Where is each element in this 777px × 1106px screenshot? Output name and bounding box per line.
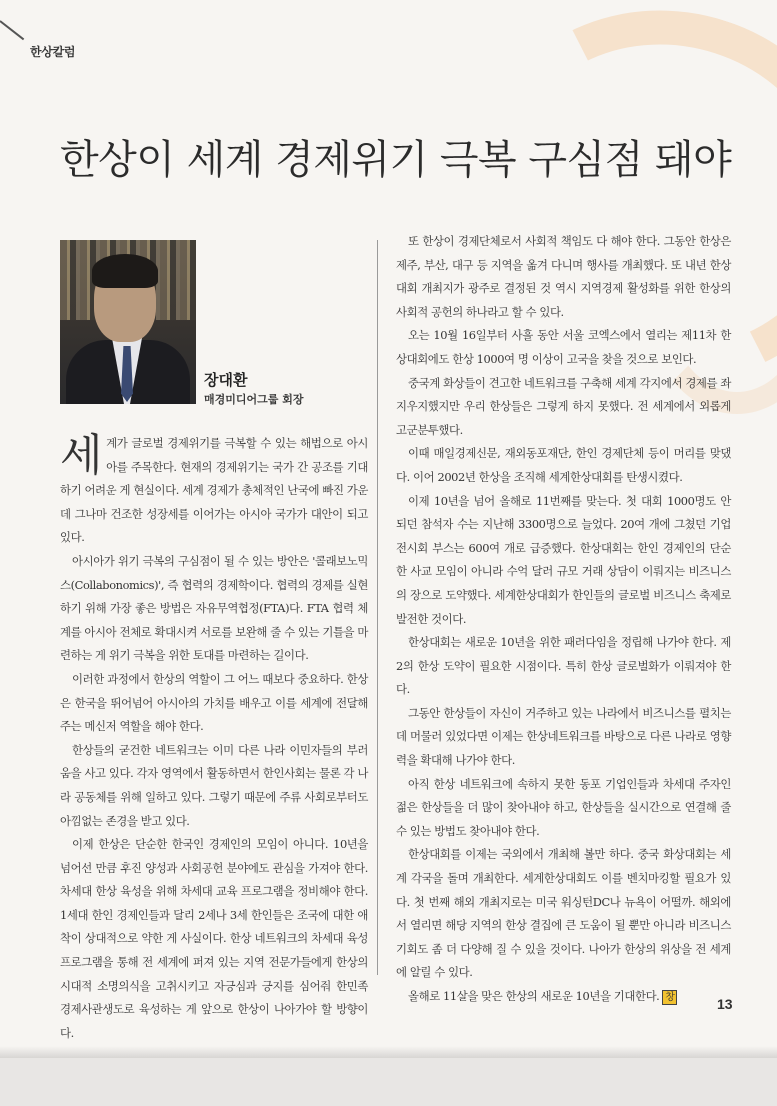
hair [92,254,158,288]
paragraph: 이러한 과정에서 한상의 역할이 그 어느 때보다 중요하다. 한상은 한국을 뛰어넘어 아시아의 가치를 배우고 이를 세계에 전달해 주는 메신저 역할을 해야 한다. [60,671,368,734]
corner-decoration-line [0,20,24,40]
paragraph: 또 한상이 경제단체로서 사회적 책임도 다 해야 한다. 그동안 한상은 제주, 부산, 대구 등 지역을 옮겨 다니며 행사를 개최했다. 또 내년 한상 대회 개최지가 광주로 결정된 것 역시 지역경제 활성화를 위한 한상의 사회적 공헌의 하나라고 할 수 있다. [396,234,731,319]
page-number: 13 [717,996,733,1012]
page-bottom-shadow [0,1046,777,1058]
author-name: 장대환 [204,371,248,389]
article-column-right [396,230,731,1009]
author-photo [60,240,196,404]
article-headline: 한상이 세계 경제위기 극복 구심점 돼야 [60,137,732,183]
paragraph: 이제 한상은 단순한 한국인 경제인의 모임이 아니다. 10년을 넘어선 만큼 후진 양성과 사회공헌 분야에도 관심을 가져야 한다. 차세대 한상 육성을 위해 차세대 교육 프로그램을 정비해야 한다. 1세대 한인 경제인들과 달리 2세나 3세 한인들은 조국에 대한 애착이 상대적으로 약한 게 사실이다. 한상 네트워크의 차세대 육성 프로그램을 통해 전 세계에 퍼져 있는 지역 전문가들에게 한상의 시대적 소명의식을 고취시키고 자긍심과 긍지를 심어줘 한민족 경제사관생도로 육성하는 게 앞으로 한상이 나아가야 할 방향이다. [60,837,368,1040]
article-column-left [60,432,368,1045]
section-label: 한상칼럼 [30,45,76,59]
author-title: 매경미디어그룹 회장 [204,393,304,406]
paragraph: 한상들의 굳건한 네트워크는 이미 다른 나라 이민자들의 부러움을 사고 있다. 각자 영역에서 활동하면서 한인사회는 물론 각 나라 공동체를 위해 일하고 있다. 그렇기 때문에 주류 사회로부터도 아낌없는 존경을 받고 있다. [60,742,368,828]
paragraph: 오는 10월 16일부터 사흘 동안 서울 코엑스에서 열리는 제11차 한상대회에도 한상 1000여 명 이상이 고국을 찾을 것으로 보인다. [396,328,731,366]
drop-cap: 세 [60,430,103,481]
paragraph: 이때 매일경제신문, 재외동포재단, 한인 경제단체 등이 머리를 맞댔다. 이어 2002년 한상을 조직해 세계한상대회를 탄생시켰다. [396,446,731,484]
column-divider [377,240,378,975]
paragraph: 이제 10년을 넘어 올해로 11번째를 맞는다. 첫 대회 1000명도 안 되던 참석자 수는 지난해 3300명으로 늘었다. 20여 개에 그쳤던 기업전시회 부스는 600여 개로 급증했다. 한상대회는 한인 경제인의 단순한 사교 모임이 아니라 수억 달러 규모 거래 상담이 이뤄지는 비즈니스의 장으로 도약했다. 세계한상대회가 한인들의 글로벌 비즈니스 축제로 발전한 것이다. [396,493,731,626]
paragraph: 세계가 글로벌 경제위기를 극복할 수 있는 해법으로 아시아를 주목한다. 현재의 경제위기는 국가 간 공조를 기대하기 어려운 게 현실이다. 세계 경제가 총체적인 난국에 빠진 가운데 그나마 건조한 성장세를 이어가는 아시아 국가가 대안이 되고 있다. [60,430,368,545]
paragraph: 한상대회를 이제는 국외에서 개최해 볼만 하다. 중국 화상대회는 세계 각국을 돌며 개최한다. 세계한상대회도 이를 벤치마킹할 필요가 있다. 첫 번째 해외 개최지로는 미국 워싱턴DC나 뉴욕이 어떨까. 해외에서 열리면 해당 지역의 한상 결집에 큰 도움이 될 뿐만 아니라 비즈니스 기회도 좀 더 다양해 질 수 있을 것이다. 나아가 한상의 위상을 전 세계에 알릴 수 있다. [396,847,731,980]
paragraph-last: 올해로 11살을 맞은 한상의 새로운 10년을 기대한다. 창 [396,985,731,1009]
paragraph: 그동안 한상들이 자신이 거주하고 있는 나라에서 비즈니스를 펼치는데 머물러 있었다면 이제는 한상네트워크를 바탕으로 다른 나라로 영향력을 확대해 나가야 한다. [396,705,731,768]
paragraph: 아직 한상 네트워크에 속하지 못한 동포 기업인들과 차세대 주자인 젊은 한상들을 더 많이 찾아내야 하고, 한상들을 실시간으로 연결해 줄 수 있는 방법도 찾아내야 한다. [396,776,731,838]
paragraph: 아시아가 위기 극복의 구심점이 될 수 있는 방안은 '콜래보노믹스(Collabonomics)', 즉 협력의 경제학이다. 협력의 경제를 실현하기 위해 가장 좋은 방법은 자유무역협정(FTA)다. FTA 협력 체계를 아시아 전체로 확대시켜 서로를 보완해 줄 수 있는 기틀을 마련하는 게 위기 극복을 위한 토대를 마련하는 길이다. [60,553,368,663]
end-mark-icon: 창 [662,990,677,1005]
paragraph: 중국계 화상들이 견고한 네트워크를 구축해 세계 각지에서 경제를 좌지우지했지만 우리 한상들은 그렇게 하지 못했다. 전 세계에서 외롭게 고군분투했다. [396,375,731,437]
paragraph: 한상대회는 새로운 10년을 위한 패러다임을 정립해 나가야 한다. 제2의 한상 도약이 필요한 시점이다. 특히 한상 글로벌화가 이뤄져야 한다. [396,635,731,697]
